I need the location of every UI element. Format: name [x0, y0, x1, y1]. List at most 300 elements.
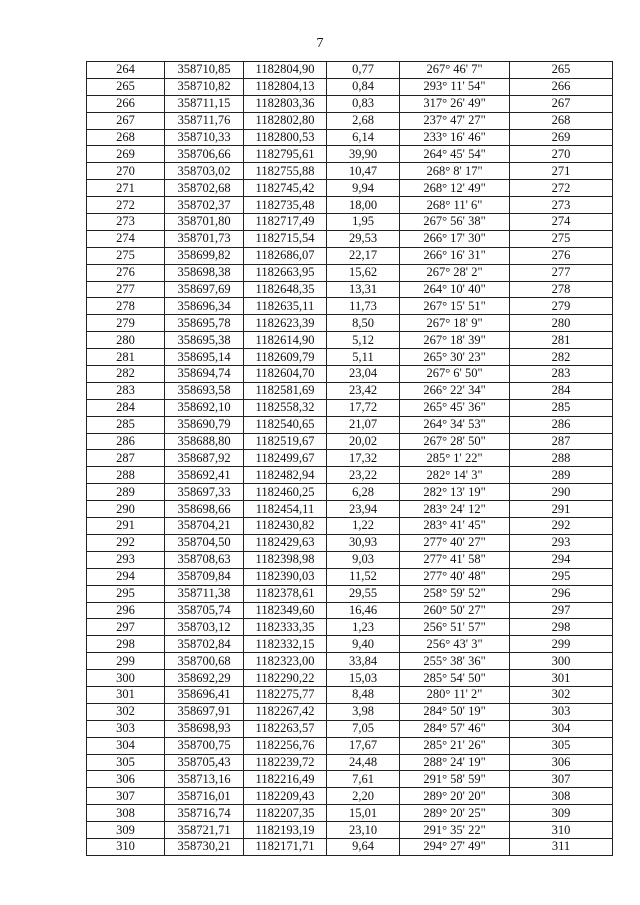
- point-to-cell: 307: [510, 771, 613, 788]
- point-to-cell: 306: [510, 754, 613, 771]
- point-from-cell: 295: [87, 585, 165, 602]
- table-row: [87, 399, 613, 416]
- point-from-cell: 264: [87, 62, 165, 79]
- bearing-cell: 266° 22' 34": [400, 382, 510, 399]
- distance-cell: 1,95: [327, 214, 400, 231]
- table-row: [87, 349, 613, 366]
- point-from-cell: 300: [87, 670, 165, 687]
- point-to-cell: 300: [510, 653, 613, 670]
- point-to-cell: 283: [510, 366, 613, 383]
- table-row: [87, 230, 613, 247]
- bearing-cell: 268° 11' 6": [400, 197, 510, 214]
- point-to-cell: 304: [510, 720, 613, 737]
- y-coordinate-cell: 1182390,03: [244, 568, 327, 585]
- y-coordinate-cell: 1182795,61: [244, 146, 327, 163]
- distance-cell: 8,50: [327, 315, 400, 332]
- y-coordinate-cell: 1182804,90: [244, 62, 327, 79]
- point-to-cell: 271: [510, 163, 613, 180]
- distance-cell: 18,00: [327, 197, 400, 214]
- bearing-cell: 285° 21' 26": [400, 737, 510, 754]
- distance-cell: 17,32: [327, 450, 400, 467]
- point-to-cell: 298: [510, 619, 613, 636]
- point-to-cell: 282: [510, 349, 613, 366]
- distance-cell: 0,77: [327, 62, 400, 79]
- distance-cell: 0,84: [327, 78, 400, 95]
- distance-cell: 20,02: [327, 433, 400, 450]
- point-from-cell: 304: [87, 737, 165, 754]
- y-coordinate-cell: 1182635,11: [244, 298, 327, 315]
- point-to-cell: 302: [510, 686, 613, 703]
- distance-cell: 17,67: [327, 737, 400, 754]
- distance-cell: 7,05: [327, 720, 400, 737]
- point-from-cell: 298: [87, 636, 165, 653]
- point-from-cell: 274: [87, 230, 165, 247]
- point-from-cell: 289: [87, 484, 165, 501]
- x-coordinate-cell: 358721,71: [165, 822, 244, 839]
- point-from-cell: 268: [87, 129, 165, 146]
- bearing-cell: 294° 27' 49": [400, 838, 510, 855]
- table-row: [87, 467, 613, 484]
- y-coordinate-cell: 1182454,11: [244, 501, 327, 518]
- x-coordinate-cell: 358701,80: [165, 214, 244, 231]
- point-to-cell: 295: [510, 568, 613, 585]
- bearing-cell: 266° 17' 30": [400, 230, 510, 247]
- distance-cell: 29,53: [327, 230, 400, 247]
- x-coordinate-cell: 358716,74: [165, 805, 244, 822]
- y-coordinate-cell: 1182686,07: [244, 247, 327, 264]
- y-coordinate-cell: 1182604,70: [244, 366, 327, 383]
- x-coordinate-cell: 358711,38: [165, 585, 244, 602]
- point-to-cell: 274: [510, 214, 613, 231]
- point-to-cell: 272: [510, 180, 613, 197]
- x-coordinate-cell: 358711,15: [165, 95, 244, 112]
- point-from-cell: 296: [87, 602, 165, 619]
- y-coordinate-cell: 1182275,77: [244, 686, 327, 703]
- x-coordinate-cell: 358710,82: [165, 78, 244, 95]
- y-coordinate-cell: 1182663,95: [244, 264, 327, 281]
- point-from-cell: 297: [87, 619, 165, 636]
- distance-cell: 39,90: [327, 146, 400, 163]
- distance-cell: 17,72: [327, 399, 400, 416]
- bearing-cell: 268° 12' 49": [400, 180, 510, 197]
- point-from-cell: 293: [87, 551, 165, 568]
- y-coordinate-cell: 1182745,42: [244, 180, 327, 197]
- distance-cell: 9,40: [327, 636, 400, 653]
- distance-cell: 6,14: [327, 129, 400, 146]
- x-coordinate-cell: 358702,68: [165, 180, 244, 197]
- x-coordinate-cell: 358697,69: [165, 281, 244, 298]
- bearing-cell: 284° 50' 19": [400, 703, 510, 720]
- bearing-cell: 267° 6' 50": [400, 366, 510, 383]
- bearing-cell: 288° 24' 19": [400, 754, 510, 771]
- bearing-cell: 267° 18' 39": [400, 332, 510, 349]
- point-from-cell: 269: [87, 146, 165, 163]
- point-to-cell: 269: [510, 129, 613, 146]
- point-to-cell: 289: [510, 467, 613, 484]
- distance-cell: 23,10: [327, 822, 400, 839]
- bearing-cell: 285° 54' 50": [400, 670, 510, 687]
- bearing-cell: 255° 38' 36": [400, 653, 510, 670]
- y-coordinate-cell: 1182717,49: [244, 214, 327, 231]
- y-coordinate-cell: 1182398,98: [244, 551, 327, 568]
- bearing-cell: 268° 8' 17": [400, 163, 510, 180]
- point-to-cell: 265: [510, 62, 613, 79]
- point-to-cell: 308: [510, 788, 613, 805]
- table-row: [87, 771, 613, 788]
- table-row: [87, 95, 613, 112]
- bearing-cell: 267° 15' 51": [400, 298, 510, 315]
- bearing-cell: 277° 40' 48": [400, 568, 510, 585]
- distance-cell: 5,11: [327, 349, 400, 366]
- table-row: [87, 585, 613, 602]
- x-coordinate-cell: 358713,16: [165, 771, 244, 788]
- point-to-cell: 279: [510, 298, 613, 315]
- point-from-cell: 310: [87, 838, 165, 855]
- distance-cell: 5,12: [327, 332, 400, 349]
- x-coordinate-cell: 358697,33: [165, 484, 244, 501]
- bearing-cell: 291° 35' 22": [400, 822, 510, 839]
- point-from-cell: 277: [87, 281, 165, 298]
- point-from-cell: 282: [87, 366, 165, 383]
- point-from-cell: 271: [87, 180, 165, 197]
- bearing-cell: 317° 26' 49": [400, 95, 510, 112]
- x-coordinate-cell: 358692,10: [165, 399, 244, 416]
- y-coordinate-cell: 1182499,67: [244, 450, 327, 467]
- table-row: [87, 568, 613, 585]
- point-to-cell: 285: [510, 399, 613, 416]
- point-to-cell: 266: [510, 78, 613, 95]
- point-from-cell: 308: [87, 805, 165, 822]
- bearing-cell: 264° 34' 53": [400, 416, 510, 433]
- distance-cell: 3,98: [327, 703, 400, 720]
- x-coordinate-cell: 358716,01: [165, 788, 244, 805]
- point-from-cell: 290: [87, 501, 165, 518]
- distance-cell: 23,42: [327, 382, 400, 399]
- distance-cell: 7,61: [327, 771, 400, 788]
- point-from-cell: 299: [87, 653, 165, 670]
- table-row: [87, 838, 613, 855]
- y-coordinate-cell: 1182378,61: [244, 585, 327, 602]
- distance-cell: 2,20: [327, 788, 400, 805]
- point-from-cell: 276: [87, 264, 165, 281]
- distance-cell: 13,31: [327, 281, 400, 298]
- y-coordinate-cell: 1182540,65: [244, 416, 327, 433]
- point-from-cell: 278: [87, 298, 165, 315]
- y-coordinate-cell: 1182800,53: [244, 129, 327, 146]
- point-to-cell: 297: [510, 602, 613, 619]
- page-number: 7: [316, 36, 324, 51]
- x-coordinate-cell: 358688,80: [165, 433, 244, 450]
- table-row: [87, 670, 613, 687]
- point-from-cell: 302: [87, 703, 165, 720]
- point-from-cell: 287: [87, 450, 165, 467]
- bearing-cell: 264° 45' 54": [400, 146, 510, 163]
- x-coordinate-cell: 358696,34: [165, 298, 244, 315]
- table-row: [87, 636, 613, 653]
- point-from-cell: 286: [87, 433, 165, 450]
- y-coordinate-cell: 1182171,71: [244, 838, 327, 855]
- table-row: [87, 146, 613, 163]
- point-to-cell: 280: [510, 315, 613, 332]
- y-coordinate-cell: 1182267,42: [244, 703, 327, 720]
- bearing-cell: 256° 51' 57": [400, 619, 510, 636]
- x-coordinate-cell: 358700,75: [165, 737, 244, 754]
- distance-cell: 11,52: [327, 568, 400, 585]
- y-coordinate-cell: 1182802,80: [244, 112, 327, 129]
- point-to-cell: 277: [510, 264, 613, 281]
- x-coordinate-cell: 358692,41: [165, 467, 244, 484]
- x-coordinate-cell: 358695,78: [165, 315, 244, 332]
- y-coordinate-cell: 1182581,69: [244, 382, 327, 399]
- bearing-cell: 293° 11' 54": [400, 78, 510, 95]
- distance-cell: 9,03: [327, 551, 400, 568]
- x-coordinate-cell: 358704,50: [165, 534, 244, 551]
- point-from-cell: 292: [87, 534, 165, 551]
- distance-cell: 24,48: [327, 754, 400, 771]
- x-coordinate-cell: 358702,84: [165, 636, 244, 653]
- x-coordinate-cell: 358708,63: [165, 551, 244, 568]
- table-row: [87, 720, 613, 737]
- table-row: [87, 788, 613, 805]
- distance-cell: 10,47: [327, 163, 400, 180]
- y-coordinate-cell: 1182735,48: [244, 197, 327, 214]
- y-coordinate-cell: 1182755,88: [244, 163, 327, 180]
- table-row: [87, 62, 613, 79]
- table-row: [87, 686, 613, 703]
- bearing-cell: 265° 45' 36": [400, 399, 510, 416]
- y-coordinate-cell: 1182256,76: [244, 737, 327, 754]
- distance-cell: 29,55: [327, 585, 400, 602]
- bearing-cell: 256° 43' 3": [400, 636, 510, 653]
- x-coordinate-cell: 358700,68: [165, 653, 244, 670]
- x-coordinate-cell: 358698,93: [165, 720, 244, 737]
- x-coordinate-cell: 358703,12: [165, 619, 244, 636]
- bearing-cell: 267° 28' 50": [400, 433, 510, 450]
- x-coordinate-cell: 358705,74: [165, 602, 244, 619]
- distance-cell: 16,46: [327, 602, 400, 619]
- bearing-cell: 285° 1' 22": [400, 450, 510, 467]
- bearing-cell: 267° 18' 9": [400, 315, 510, 332]
- point-to-cell: 267: [510, 95, 613, 112]
- x-coordinate-cell: 358706,66: [165, 146, 244, 163]
- x-coordinate-cell: 358730,21: [165, 838, 244, 855]
- point-from-cell: 266: [87, 95, 165, 112]
- y-coordinate-cell: 1182715,54: [244, 230, 327, 247]
- point-to-cell: 284: [510, 382, 613, 399]
- point-from-cell: 284: [87, 399, 165, 416]
- coordinates-table: [86, 61, 613, 856]
- bearing-cell: 277° 41' 58": [400, 551, 510, 568]
- point-to-cell: 281: [510, 332, 613, 349]
- table-row: [87, 78, 613, 95]
- y-coordinate-cell: 1182263,57: [244, 720, 327, 737]
- x-coordinate-cell: 358699,82: [165, 247, 244, 264]
- table-row: [87, 382, 613, 399]
- point-from-cell: 270: [87, 163, 165, 180]
- y-coordinate-cell: 1182558,32: [244, 399, 327, 416]
- point-to-cell: 288: [510, 450, 613, 467]
- point-to-cell: 286: [510, 416, 613, 433]
- table-row: [87, 551, 613, 568]
- table-row: [87, 602, 613, 619]
- x-coordinate-cell: 358710,85: [165, 62, 244, 79]
- bearing-cell: 267° 46' 7": [400, 62, 510, 79]
- bearing-cell: 260° 50' 27": [400, 602, 510, 619]
- distance-cell: 15,01: [327, 805, 400, 822]
- x-coordinate-cell: 358711,76: [165, 112, 244, 129]
- distance-cell: 9,94: [327, 180, 400, 197]
- y-coordinate-cell: 1182216,49: [244, 771, 327, 788]
- table-row: [87, 416, 613, 433]
- table-row: [87, 737, 613, 754]
- y-coordinate-cell: 1182209,43: [244, 788, 327, 805]
- y-coordinate-cell: 1182323,00: [244, 653, 327, 670]
- point-to-cell: 296: [510, 585, 613, 602]
- point-to-cell: 305: [510, 737, 613, 754]
- bearing-cell: 280° 11' 2": [400, 686, 510, 703]
- x-coordinate-cell: 358695,38: [165, 332, 244, 349]
- point-from-cell: 267: [87, 112, 165, 129]
- distance-cell: 2,68: [327, 112, 400, 129]
- distance-cell: 23,04: [327, 366, 400, 383]
- point-from-cell: 272: [87, 197, 165, 214]
- y-coordinate-cell: 1182804,13: [244, 78, 327, 95]
- distance-cell: 1,22: [327, 518, 400, 535]
- y-coordinate-cell: 1182648,35: [244, 281, 327, 298]
- point-to-cell: 301: [510, 670, 613, 687]
- table-row: [87, 214, 613, 231]
- bearing-cell: 266° 16' 31": [400, 247, 510, 264]
- distance-cell: 33,84: [327, 653, 400, 670]
- x-coordinate-cell: 358701,73: [165, 230, 244, 247]
- point-from-cell: 280: [87, 332, 165, 349]
- y-coordinate-cell: 1182239,72: [244, 754, 327, 771]
- point-from-cell: 301: [87, 686, 165, 703]
- y-coordinate-cell: 1182430,82: [244, 518, 327, 535]
- x-coordinate-cell: 358694,74: [165, 366, 244, 383]
- y-coordinate-cell: 1182460,25: [244, 484, 327, 501]
- point-to-cell: 292: [510, 518, 613, 535]
- bearing-cell: 258° 59' 52": [400, 585, 510, 602]
- point-from-cell: 273: [87, 214, 165, 231]
- point-from-cell: 281: [87, 349, 165, 366]
- x-coordinate-cell: 358698,38: [165, 264, 244, 281]
- table-row: [87, 264, 613, 281]
- bearing-cell: 283° 41' 45": [400, 518, 510, 535]
- x-coordinate-cell: 358697,91: [165, 703, 244, 720]
- distance-cell: 15,62: [327, 264, 400, 281]
- table-row: [87, 112, 613, 129]
- table-row: [87, 129, 613, 146]
- point-to-cell: 309: [510, 805, 613, 822]
- y-coordinate-cell: 1182429,63: [244, 534, 327, 551]
- distance-cell: 8,48: [327, 686, 400, 703]
- x-coordinate-cell: 358704,21: [165, 518, 244, 535]
- distance-cell: 11,73: [327, 298, 400, 315]
- y-coordinate-cell: 1182333,35: [244, 619, 327, 636]
- x-coordinate-cell: 358709,84: [165, 568, 244, 585]
- table-row: [87, 366, 613, 383]
- x-coordinate-cell: 358693,58: [165, 382, 244, 399]
- bearing-cell: 282° 14' 3": [400, 467, 510, 484]
- table-row: [87, 805, 613, 822]
- x-coordinate-cell: 358710,33: [165, 129, 244, 146]
- distance-cell: 15,03: [327, 670, 400, 687]
- coordinates-table-body: [87, 62, 613, 856]
- bearing-cell: 264° 10' 40": [400, 281, 510, 298]
- point-from-cell: 309: [87, 822, 165, 839]
- distance-cell: 30,93: [327, 534, 400, 551]
- point-to-cell: 273: [510, 197, 613, 214]
- point-from-cell: 307: [87, 788, 165, 805]
- point-to-cell: 287: [510, 433, 613, 450]
- y-coordinate-cell: 1182290,22: [244, 670, 327, 687]
- table-row: [87, 450, 613, 467]
- x-coordinate-cell: 358696,41: [165, 686, 244, 703]
- y-coordinate-cell: 1182623,39: [244, 315, 327, 332]
- y-coordinate-cell: 1182207,35: [244, 805, 327, 822]
- bearing-cell: 237° 47' 27": [400, 112, 510, 129]
- y-coordinate-cell: 1182482,94: [244, 467, 327, 484]
- y-coordinate-cell: 1182609,79: [244, 349, 327, 366]
- table-row: [87, 298, 613, 315]
- distance-cell: 1,23: [327, 619, 400, 636]
- x-coordinate-cell: 358687,92: [165, 450, 244, 467]
- distance-cell: 0,83: [327, 95, 400, 112]
- bearing-cell: 277° 40' 27": [400, 534, 510, 551]
- table-row: [87, 197, 613, 214]
- point-from-cell: 305: [87, 754, 165, 771]
- point-to-cell: 268: [510, 112, 613, 129]
- bearing-cell: 233° 16' 46": [400, 129, 510, 146]
- bearing-cell: 267° 28' 2": [400, 264, 510, 281]
- point-from-cell: 283: [87, 382, 165, 399]
- point-to-cell: 275: [510, 230, 613, 247]
- point-to-cell: 293: [510, 534, 613, 551]
- point-to-cell: 299: [510, 636, 613, 653]
- table-row: [87, 822, 613, 839]
- table-row: [87, 315, 613, 332]
- bearing-cell: 267° 56' 38": [400, 214, 510, 231]
- table-row: [87, 163, 613, 180]
- point-to-cell: 276: [510, 247, 613, 264]
- y-coordinate-cell: 1182349,60: [244, 602, 327, 619]
- distance-cell: 22,17: [327, 247, 400, 264]
- point-to-cell: 278: [510, 281, 613, 298]
- distance-cell: 9,64: [327, 838, 400, 855]
- table-row: [87, 534, 613, 551]
- point-from-cell: 279: [87, 315, 165, 332]
- bearing-cell: 291° 58' 59": [400, 771, 510, 788]
- bearing-cell: 282° 13' 19": [400, 484, 510, 501]
- bearing-cell: 265° 30' 23": [400, 349, 510, 366]
- table-row: [87, 484, 613, 501]
- table-row: [87, 281, 613, 298]
- table-row: [87, 332, 613, 349]
- y-coordinate-cell: 1182614,90: [244, 332, 327, 349]
- y-coordinate-cell: 1182193,19: [244, 822, 327, 839]
- point-to-cell: 270: [510, 146, 613, 163]
- y-coordinate-cell: 1182803,36: [244, 95, 327, 112]
- table-row: [87, 703, 613, 720]
- distance-cell: 6,28: [327, 484, 400, 501]
- point-to-cell: 291: [510, 501, 613, 518]
- point-from-cell: 306: [87, 771, 165, 788]
- point-to-cell: 294: [510, 551, 613, 568]
- point-from-cell: 291: [87, 518, 165, 535]
- table-row: [87, 501, 613, 518]
- bearing-cell: 289° 20' 20": [400, 788, 510, 805]
